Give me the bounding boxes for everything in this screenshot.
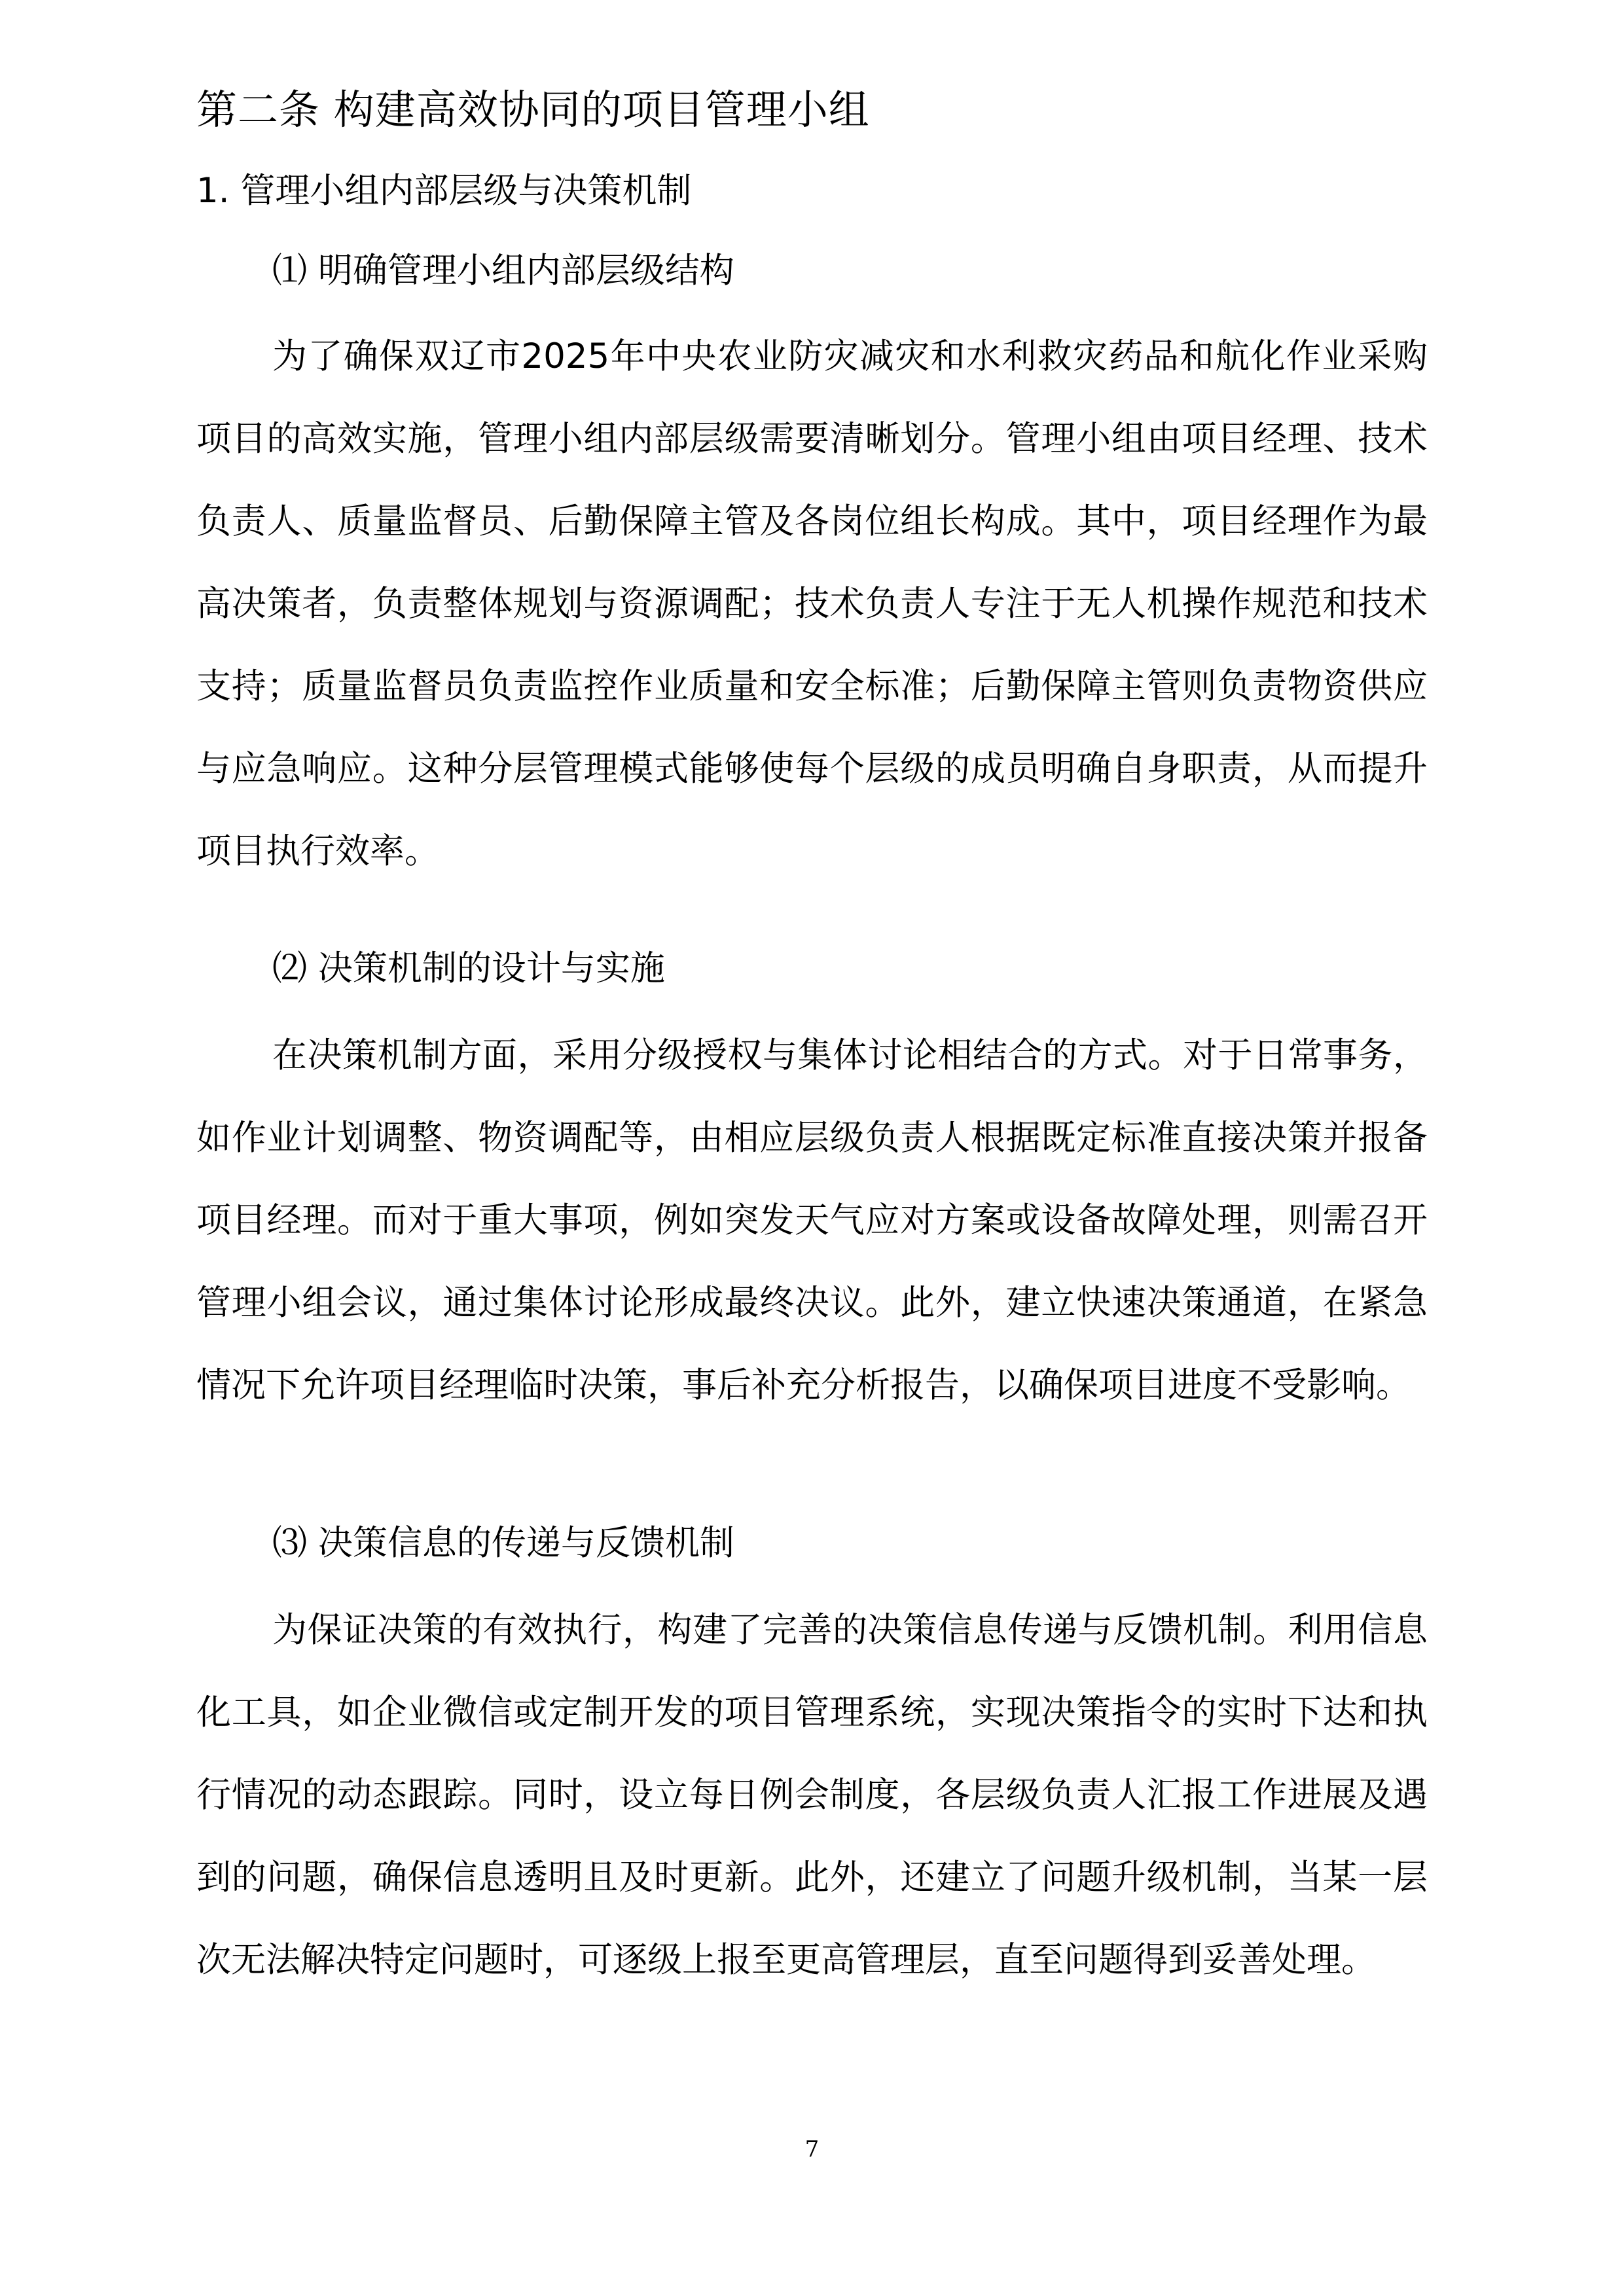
subsection-title-3: ⑶ 决策信息的传递与反馈机制 (272, 1523, 734, 1563)
paragraph-2: 在决策机制方面，采用分级授权与集体讨论相结合的方式。对于日常事务，如作业计划调整、物资调配等，由相应层级负责人根据既定标准直接决策并报备项目经理。而对于重大事项，例如突发天气应对方案或设备故障处理，则需召开管理小组会议，通过集体讨论形成最终决议。此外，建立快速决策通道，在紧急情况下允许项目经理临时决策，事后补充分析报告，以确保项目进度不受影响。 (196, 1035, 1428, 1405)
subsection-title-1: ⑴ 明确管理小组内部层级结构 (272, 251, 734, 291)
paragraph-1: 为了确保双辽市2025年中央农业防灾减灾和水利救灾药品和航化作业采购项目的高效实施，管理小组内部层级需要清晰划分。管理小组由项目经理、技术负责人、质量监督员、后勤保障主管及各岗位组长构成。其中，项目经理作为最高决策者，负责整体规划与资源调配；技术负责人专注于无人机操作规范和技术支持；质量监督员负责监控作业质量和安全标准；后勤保障主管则负责物资供应与应急响应。这种分层管理模式能够使每个层级的成员明确自身职责，从而提升项目执行效率。 (196, 336, 1428, 871)
article-heading: 第二条 构建高效协同的项目管理小组 (196, 86, 870, 134)
section-title: 1. 管理小组内部层级与决策机制 (196, 171, 692, 211)
paragraph-3: 为保证决策的有效执行，构建了完善的决策信息传递与反馈机制。利用信息化工具，如企业微信或定制开发的项目管理系统，实现决策指令的实时下达和执行情况的动态跟踪。同时，设立每日例会制度，各层级负责人汇报工作进展及遇到的问题，确保信息透明且及时更新。此外，还建立了问题升级机制，当某一层次无法解决特定问题时，可逐级上报至更高管理层，直至问题得到妥善处理。 (196, 1610, 1428, 1980)
page-number: 7 (804, 2136, 820, 2162)
subsection-title-2: ⑵ 决策机制的设计与实施 (272, 948, 665, 988)
document-page (196, 0, 1428, 2296)
